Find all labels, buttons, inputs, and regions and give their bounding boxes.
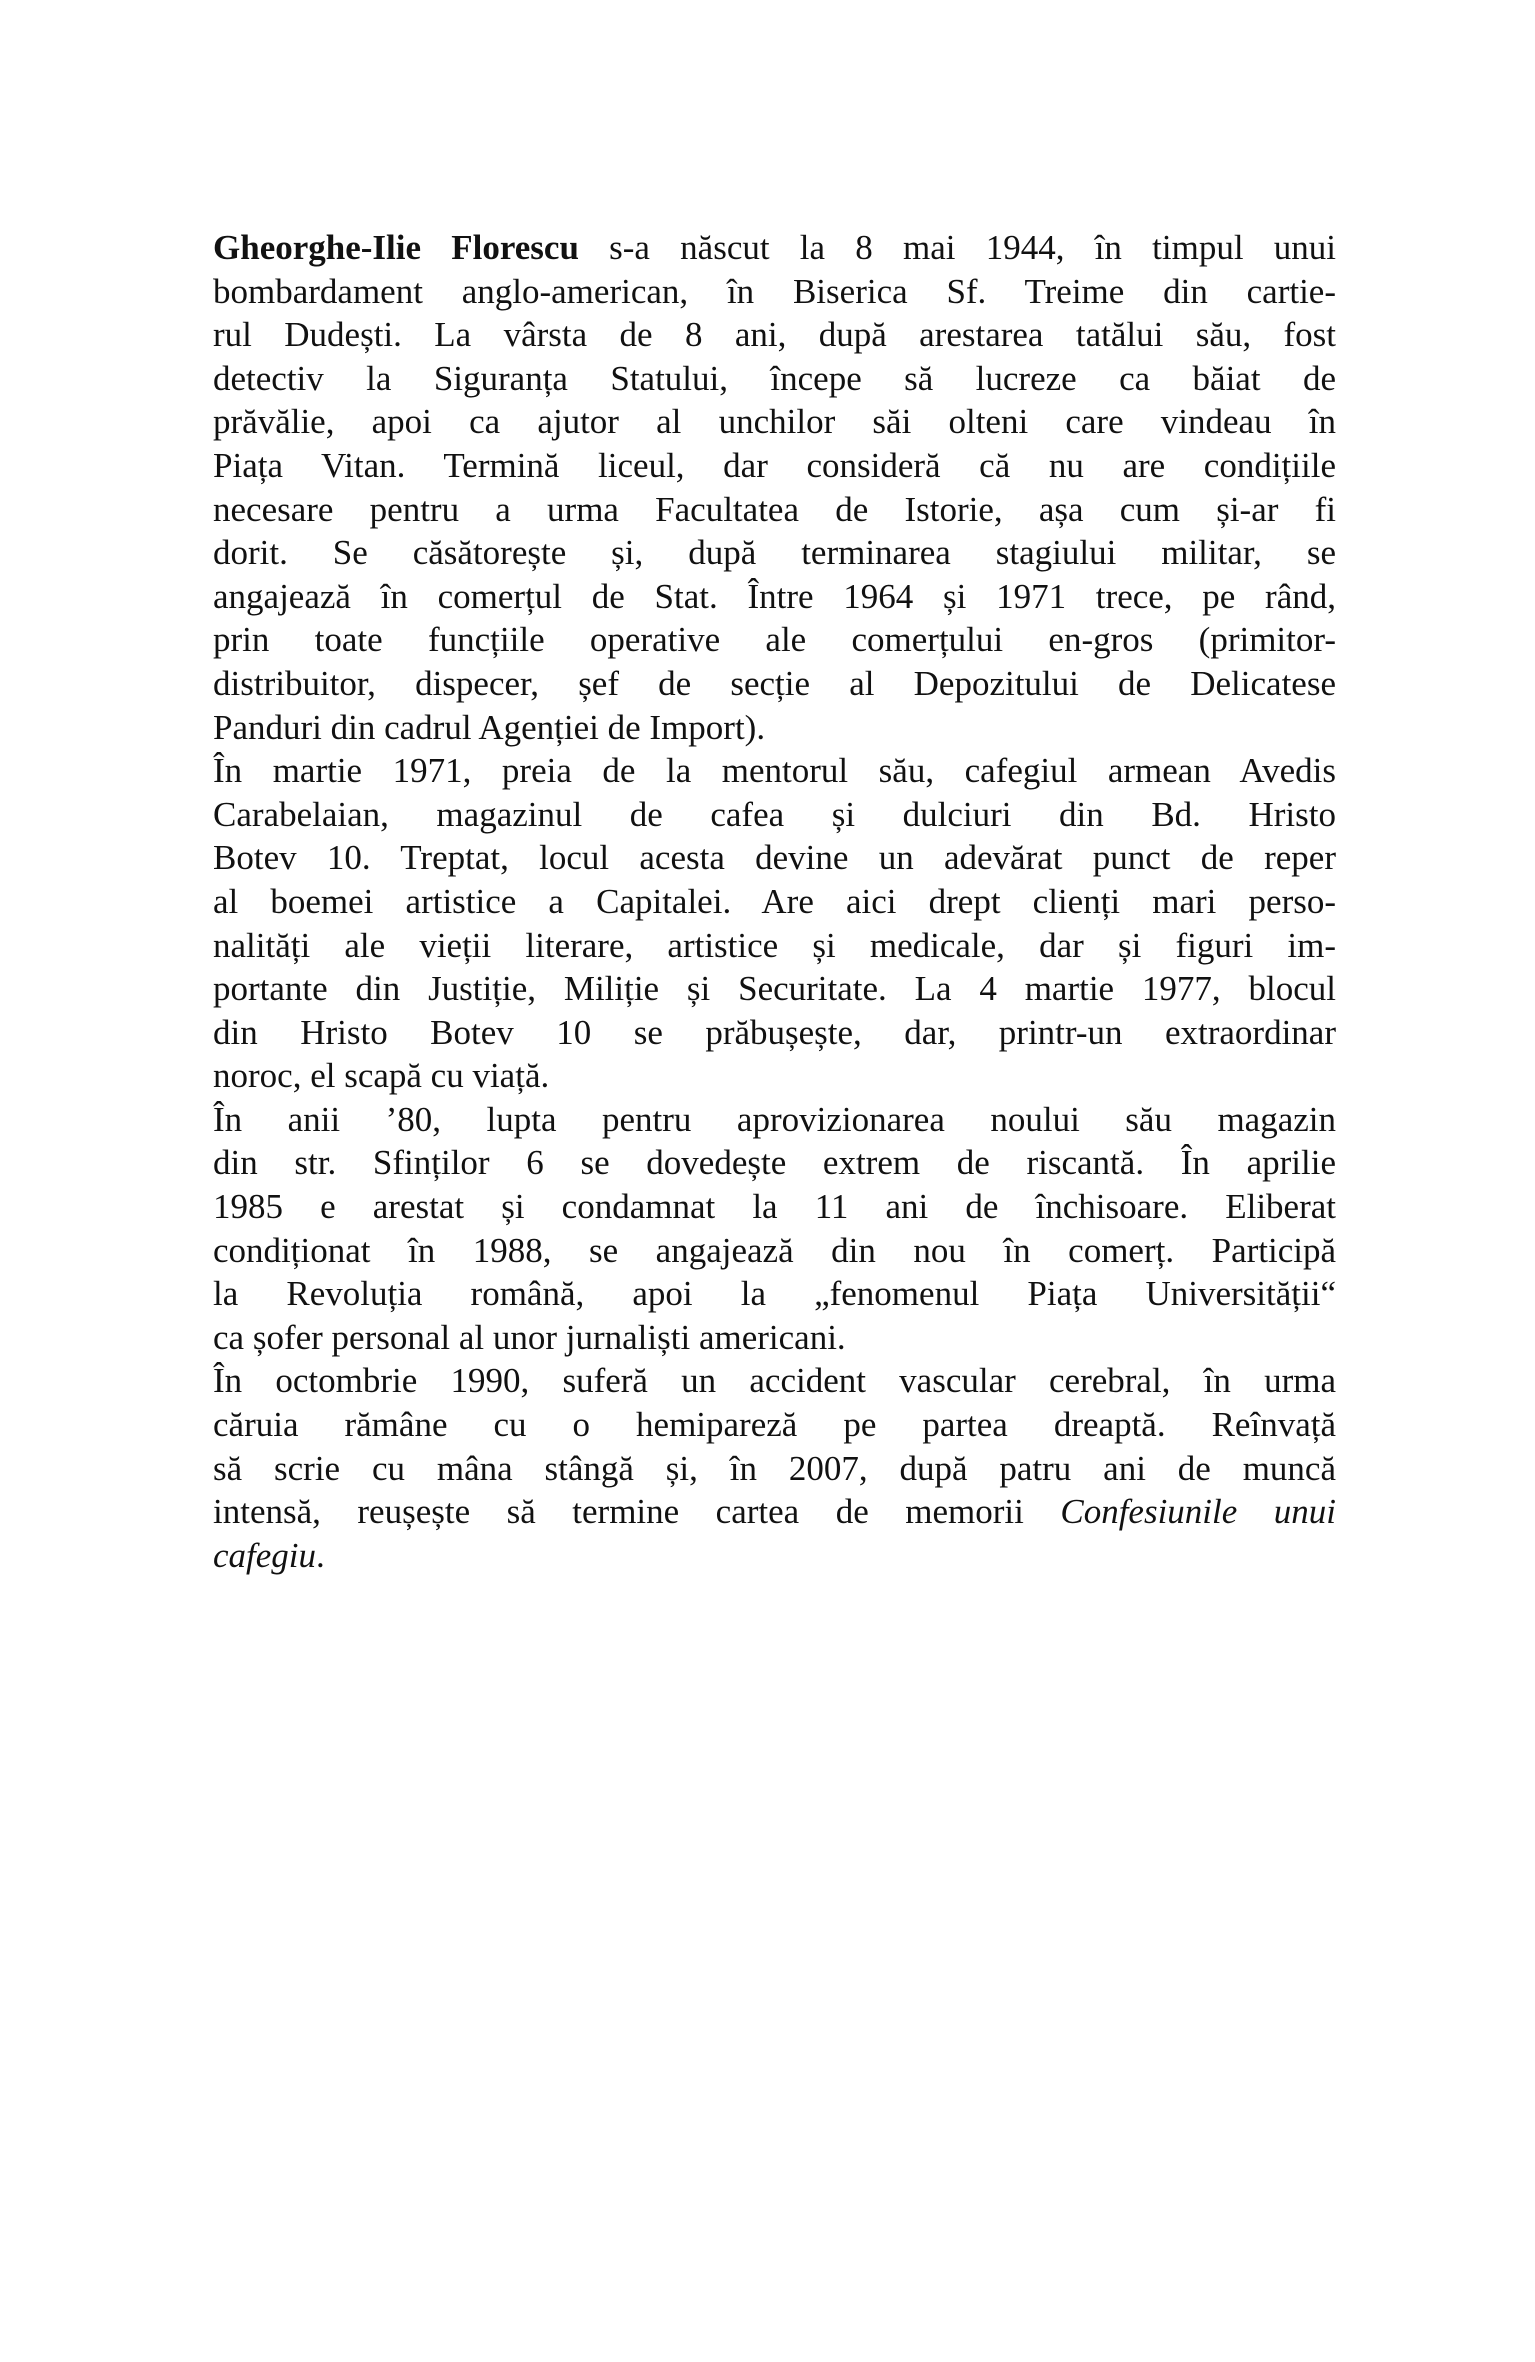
- text-segment: căruia rămâne cu o hemipareză pe partea dreaptă. Reînvață: [213, 1405, 1336, 1445]
- text-line: [213, 1447, 1336, 1491]
- text-line: [213, 880, 1336, 924]
- text-line: [213, 1272, 1336, 1316]
- paragraph: [213, 1098, 1336, 1360]
- biography-text: [213, 226, 1336, 1577]
- text-segment: dorit. Se căsătorește și, după terminarea stagiului militar, se: [213, 533, 1336, 573]
- text-segment: Panduri din cadrul Agenției de Import).: [213, 707, 766, 747]
- text-line: [213, 444, 1336, 488]
- text-segment: noroc, el scapă cu viață.: [213, 1056, 550, 1096]
- text-segment: .: [316, 1535, 325, 1575]
- text-segment: al boemei artistice a Capitalei. Are aici drept clienți mari perso-: [213, 881, 1336, 921]
- text-segment: din str. Sfinților 6 se dovedește extrem de riscantă. În aprilie: [213, 1143, 1336, 1183]
- text-line: [213, 488, 1336, 532]
- text-line: [213, 1359, 1336, 1403]
- text-line: [213, 531, 1336, 575]
- text-segment: bombardament anglo-american, în Biserica Sf. Treime din cartie-: [213, 271, 1336, 311]
- text-line: [213, 357, 1336, 401]
- text-line: [213, 313, 1336, 357]
- text-segment: Piața Vitan. Termină liceul, dar consideră că nu are condițiile: [213, 445, 1336, 485]
- text-segment: prăvălie, apoi ca ajutor al unchilor săi olteni care vindeau în: [213, 402, 1336, 442]
- text-segment: necesare pentru a urma Facultatea de Istorie, așa cum și-ar fi: [213, 489, 1336, 529]
- text-line: [213, 1054, 1336, 1098]
- text-line: [213, 706, 1336, 750]
- text-line: [213, 1141, 1336, 1185]
- text-line: [213, 1534, 1336, 1578]
- text-line: [213, 749, 1336, 793]
- text-segment: Carabelaian, magazinul de cafea și dulciuri din Bd. Hristo: [213, 794, 1336, 834]
- text-line: [213, 270, 1336, 314]
- text-line: [213, 967, 1336, 1011]
- text-segment: să scrie cu mâna stângă și, în 2007, după patru ani de muncă: [213, 1448, 1336, 1488]
- paragraph: [213, 749, 1336, 1098]
- text-segment: Botev 10. Treptat, locul acesta devine un adevărat punct de reper: [213, 838, 1336, 878]
- text-segment: s-a născut la 8 mai 1944, în timpul unui: [578, 228, 1336, 267]
- text-line: [213, 1403, 1336, 1447]
- text-segment: rul Dudești. La vârsta de 8 ani, după arestarea tatălui său, fost: [213, 315, 1336, 355]
- book-title: cafegiu: [213, 1535, 317, 1575]
- text-line: [213, 1229, 1336, 1273]
- text-line: [213, 1011, 1336, 1055]
- text-segment: condiționat în 1988, se angajează din nou în comerț. Participă: [213, 1230, 1336, 1270]
- text-line: [213, 400, 1336, 444]
- text-segment: nalități ale vieții literare, artistice și medicale, dar și figuri im-: [213, 925, 1336, 965]
- paragraph: [213, 1359, 1336, 1577]
- paragraph: [213, 226, 1336, 749]
- text-segment: angajează în comerțul de Stat. Între 1964 și 1971 trece, pe rând,: [213, 576, 1336, 616]
- text-segment: În octombrie 1990, suferă un accident vascular cerebral, în urma: [213, 1361, 1336, 1401]
- text-line: [213, 1316, 1336, 1360]
- book-title: Confesiunile unui: [1060, 1492, 1337, 1532]
- text-line: [213, 1185, 1336, 1229]
- text-line: [213, 575, 1336, 619]
- text-segment: distribuitor, dispecer, șef de secție al Depozitului de Delicatese: [213, 663, 1336, 703]
- text-line: [213, 924, 1336, 968]
- text-line: [213, 618, 1336, 662]
- text-line: [213, 793, 1336, 837]
- text-segment: În anii ’80, lupta pentru aprovizionarea noului său magazin: [213, 1099, 1336, 1139]
- text-segment: ca șofer personal al unor jurnaliști americani.: [213, 1317, 846, 1357]
- text-segment: prin toate funcțiile operative ale comerțului en-gros (primitor-: [213, 620, 1336, 660]
- text-segment: portante din Justiție, Miliție și Securitate. La 4 martie 1977, blocul: [213, 969, 1336, 1009]
- text-line: [213, 662, 1336, 706]
- text-segment: În martie 1971, preia de la mentorul său, cafegiul armean Avedis: [213, 751, 1336, 791]
- text-line: [213, 836, 1336, 880]
- text-line: [213, 1490, 1336, 1534]
- text-segment: detectiv la Siguranța Statului, începe să lucreze ca băiat de: [213, 358, 1336, 398]
- text-segment: 1985 e arestat și condamnat la 11 ani de închisoare. Eliberat: [213, 1187, 1336, 1227]
- text-line: [213, 1098, 1336, 1142]
- text-line: [213, 226, 1336, 270]
- author-name: Gheorghe-Ilie Florescu: [213, 228, 579, 267]
- text-segment: din Hristo Botev 10 se prăbușește, dar, printr-un extraordinar: [213, 1012, 1336, 1052]
- text-segment: intensă, reușește să termine cartea de memorii: [213, 1492, 1061, 1532]
- text-segment: la Revoluția română, apoi la „fenomenul Piața Universității“: [213, 1274, 1336, 1314]
